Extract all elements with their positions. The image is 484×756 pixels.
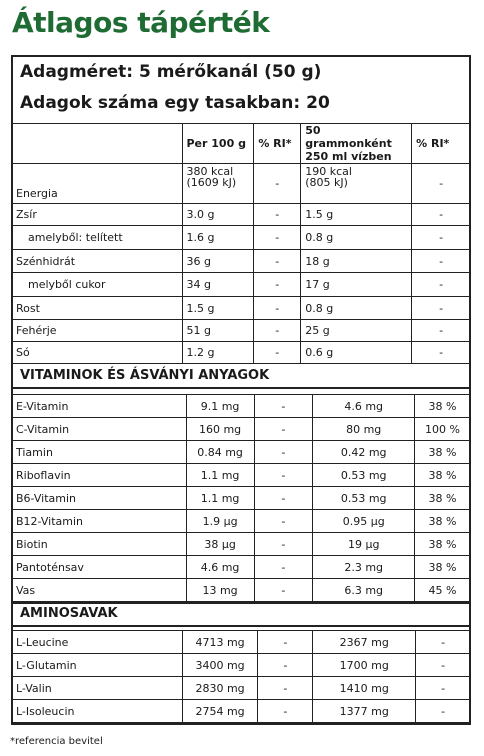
serving-size: Adagméret: 5 mérőkanál (50 g) [20,62,322,82]
table-row [12,418,471,441]
ri-value-serving: - [412,226,471,250]
nutrient-name: Riboflavin [12,464,187,487]
amino-heading: AMINOSAVAK [20,606,118,621]
per50-value: 0.8 g [301,297,412,320]
table-row [12,226,471,250]
ri-value: - [254,226,301,250]
ri-value-serving: - [416,654,471,677]
nutrient-name: Fehérje [12,320,183,342]
per100-value: 4713 mg [182,631,258,654]
vitamins-heading: VITAMINOK ÉS ÁSVÁNYI ANYAGOK [20,368,270,383]
ri-value-serving: - [412,297,471,320]
ri-value-serving: 38 % [415,556,471,579]
nutrient-name: melyből cukor [12,273,183,297]
per100-value: 13 mg [186,579,254,602]
ri-value: - [258,631,313,654]
section-divider [11,602,471,604]
ri-value: - [254,297,301,320]
per100-value: 34 g [182,273,254,297]
vitamins-table [11,394,471,602]
per100-value: 1.1 mg [186,487,254,510]
ri-value: - [254,510,313,533]
per50-value: 0.6 g [301,342,412,364]
nutrient-name: Pantoténsav [12,556,187,579]
energy-kj: (1609 kJ) [186,176,237,189]
ri-value: - [254,320,301,342]
nutrient-name: E-Vitamin [12,395,187,418]
table-row [12,342,471,364]
per50-value: 1.5 g [301,204,412,226]
per50-value: 25 g [301,320,412,342]
nutrient-name: Biotin [12,533,187,556]
nutrition-table [11,123,471,364]
nutrient-name: amelyből: telített [12,226,183,250]
per50-value: 1700 mg [313,654,416,677]
per100-value [182,164,254,204]
ri-value-serving: - [412,204,471,226]
table-row [12,533,471,556]
energy-kcal: 380 kcal [186,165,234,178]
per100-value: 1.2 g [182,342,254,364]
section-divider [11,625,471,627]
ri-value: - [254,204,301,226]
table-row [12,556,471,579]
table-row [12,164,471,204]
ri-value: - [254,464,313,487]
per100-value: 2754 mg [182,700,258,723]
nutrient-name: B6-Vitamin [12,487,187,510]
per100-value: 38 µg [186,533,254,556]
ri-value-serving: - [412,164,471,204]
per100-value: 1.1 mg [186,464,254,487]
ri-value: - [254,441,313,464]
nutrient-name: L-Leucine [12,631,183,654]
per50-value: 1377 mg [313,700,416,723]
ri-value: - [258,654,313,677]
header-ri-2: % RI* [412,124,471,164]
ri-value-serving: 38 % [415,533,471,556]
per50-value: 0.42 mg [313,441,415,464]
per50-value: 0.8 g [301,226,412,250]
per100-value: 1.9 µg [186,510,254,533]
table-row [12,700,471,723]
header-ri: % RI* [254,124,301,164]
ri-value-serving: 38 % [415,441,471,464]
per100-value: 51 g [182,320,254,342]
ri-value: - [254,342,301,364]
servings-per-pack: Adagok száma egy tasakban: 20 [20,93,330,113]
table-row [12,204,471,226]
energy-kj-serving: (805 kJ) [305,176,348,189]
ri-value-serving: 38 % [415,464,471,487]
ri-value: - [254,487,313,510]
footnote: *referencia bevitel [10,736,103,747]
nutrient-name: Szénhidrát [12,250,183,273]
per50-value: 0.53 mg [313,464,415,487]
per50-value: 17 g [301,273,412,297]
table-row [12,654,471,677]
nutrient-name: Zsír [12,204,183,226]
table-row [12,441,471,464]
per100-value: 9.1 mg [186,395,254,418]
per100-value: 3400 mg [182,654,258,677]
per100-value: 2830 mg [182,677,258,700]
table-row [12,297,471,320]
energy-kcal-serving: 190 kcal [305,165,352,178]
per50-value [301,164,412,204]
ri-value: - [254,395,313,418]
ri-value: - [254,556,313,579]
ri-value: - [254,250,301,273]
amino-table [11,630,471,723]
header-per50-line2: 250 ml vízben [305,150,392,163]
nutrient-name: L-Isoleucin [12,700,183,723]
header-per100: Per 100 g [182,124,254,164]
ri-value: - [258,700,313,723]
nutrient-name: L-Glutamin [12,654,183,677]
per50-value: 4.6 mg [313,395,415,418]
per100-value: 160 mg [186,418,254,441]
ri-value-serving: - [412,342,471,364]
nutrition-header-row [12,124,471,164]
ri-value-serving: - [416,631,471,654]
header-per50-line1: 50 grammonként [305,124,392,150]
nutrient-name: Rost [12,297,183,320]
table-row [12,395,471,418]
per50-value: 6.3 mg [313,579,415,602]
per50-value: 2.3 mg [313,556,415,579]
nutrient-name: Tiamin [12,441,187,464]
per50-value: 0.53 mg [313,487,415,510]
table-row [12,487,471,510]
per50-value: 0.95 µg [313,510,415,533]
table-row [12,579,471,602]
table-row [12,273,471,297]
per100-value: 36 g [182,250,254,273]
per50-value: 18 g [301,250,412,273]
nutrient-name: Vas [12,579,187,602]
ri-value: - [254,418,313,441]
nutrient-name: L-Valin [12,677,183,700]
table-row [12,320,471,342]
nutrient-name: B12-Vitamin [12,510,187,533]
header-empty-cell [12,124,183,164]
ri-value: - [254,579,313,602]
nutrient-name: Só [12,342,183,364]
header-per50 [301,124,412,164]
page-title: Átlagos tápérték [12,6,270,39]
ri-value-serving: 38 % [415,510,471,533]
per100-value: 3.0 g [182,204,254,226]
ri-value-serving: 38 % [415,487,471,510]
section-divider [11,387,471,389]
ri-value-serving: 100 % [415,418,471,441]
ri-value: - [258,677,313,700]
nutrient-name: C-Vitamin [12,418,187,441]
ri-value-serving: - [416,700,471,723]
ri-value-serving: - [412,320,471,342]
per100-value: 1.5 g [182,297,254,320]
nutrient-name: Energia [12,164,183,204]
table-row [12,510,471,533]
per100-value: 0.84 mg [186,441,254,464]
per100-value: 1.6 g [182,226,254,250]
ri-value: - [254,273,301,297]
per50-value: 80 mg [313,418,415,441]
table-row [12,250,471,273]
per50-value: 2367 mg [313,631,416,654]
per50-value: 1410 mg [313,677,416,700]
table-row [12,464,471,487]
ri-value-serving: 45 % [415,579,471,602]
ri-value-serving: - [412,273,471,297]
ri-value-serving: - [412,250,471,273]
table-row [12,677,471,700]
per50-value: 19 µg [313,533,415,556]
table-row [12,631,471,654]
ri-value: - [254,164,301,204]
ri-value: - [254,533,313,556]
ri-value-serving: 38 % [415,395,471,418]
ri-value-serving: - [416,677,471,700]
per100-value: 4.6 mg [186,556,254,579]
